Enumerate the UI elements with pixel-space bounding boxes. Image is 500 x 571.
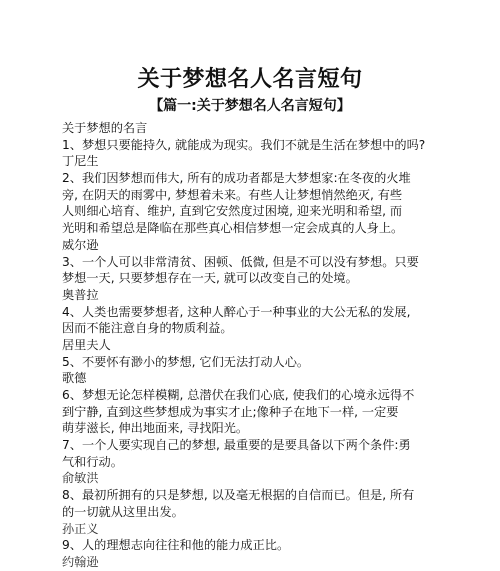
quote-author: 丁尼生	[62, 154, 99, 169]
quote-line: 萌芽滋长, 伸出地面来, 寻找阳光。	[62, 421, 249, 436]
quote-line: 气和行动。	[62, 454, 123, 469]
quote-line: 到宁静, 直到这些梦想成为事实才止;像种子在地下一样, 一定要	[62, 404, 399, 419]
document-subtitle: 【篇一:关于梦想名人名言短句】	[149, 98, 351, 114]
quote-line: 旁, 在阴天的雨雾中, 梦想着未来。有些人让梦想悄然绝灭, 有些	[62, 187, 403, 202]
document-title: 关于梦想名人名言短句	[137, 67, 363, 92]
quote-line: 人则细心培育、维护, 直到它安然度过困境, 迎来光明和希望, 而	[62, 204, 403, 219]
quote-line: 2、我们因梦想而伟大, 所有的成功者都是大梦想家:在冬夜的火堆	[62, 171, 411, 186]
quote-line: 光明和希望总是降临在那些真心相信梦想一定会成真的人身上。	[62, 221, 404, 236]
quote-author: 奥普拉	[62, 287, 99, 302]
quote-line: 梦想一天, 只要梦想存在一天, 就可以改变自己的处境。	[62, 271, 358, 286]
section-heading: 关于梦想的名言	[62, 121, 148, 135]
document-body	[62, 120, 426, 571]
quote-line: 的一切就从这里出发。	[62, 504, 184, 519]
quote-author: 歌德	[62, 371, 87, 386]
quote-line: 3、一个人可以非常清贫、困顿、低微, 但是不可以没有梦想。只要	[62, 254, 419, 269]
quote-author: 约翰逊	[62, 554, 99, 569]
quote-line: 8、最初所拥有的只是梦想, 以及毫无根据的自信而已。但是, 所有	[62, 488, 415, 503]
quote-line: 4、人类也需要梦想者, 这种人醉心于一种事业的大公无私的发展,	[62, 304, 411, 319]
quote-line: 1、梦想只要能持久, 就能成为现实。我们不就是生活在梦想中的吗?	[62, 137, 426, 152]
quote-line: 5、不要怀有渺小的梦想, 它们无法打动人心。	[62, 354, 310, 369]
quote-line: 6、梦想无论怎样模糊, 总潜伏在我们心底, 使我们的心境永远得不	[62, 388, 415, 402]
quote-author: 俞敏洪	[62, 471, 99, 486]
quote-author: 威尔逊	[62, 237, 99, 252]
quote-author: 居里夫人	[62, 337, 111, 352]
quote-line: 9、人的理想志向往往和他的能力成正比。	[62, 538, 290, 553]
quote-line: 因而不能注意自身的物质利益。	[62, 321, 233, 336]
quote-line: 7、一个人要实现自己的梦想, 最重要的是要具备以下两个条件:勇	[62, 438, 411, 453]
quote-author: 孙正义	[62, 521, 99, 536]
